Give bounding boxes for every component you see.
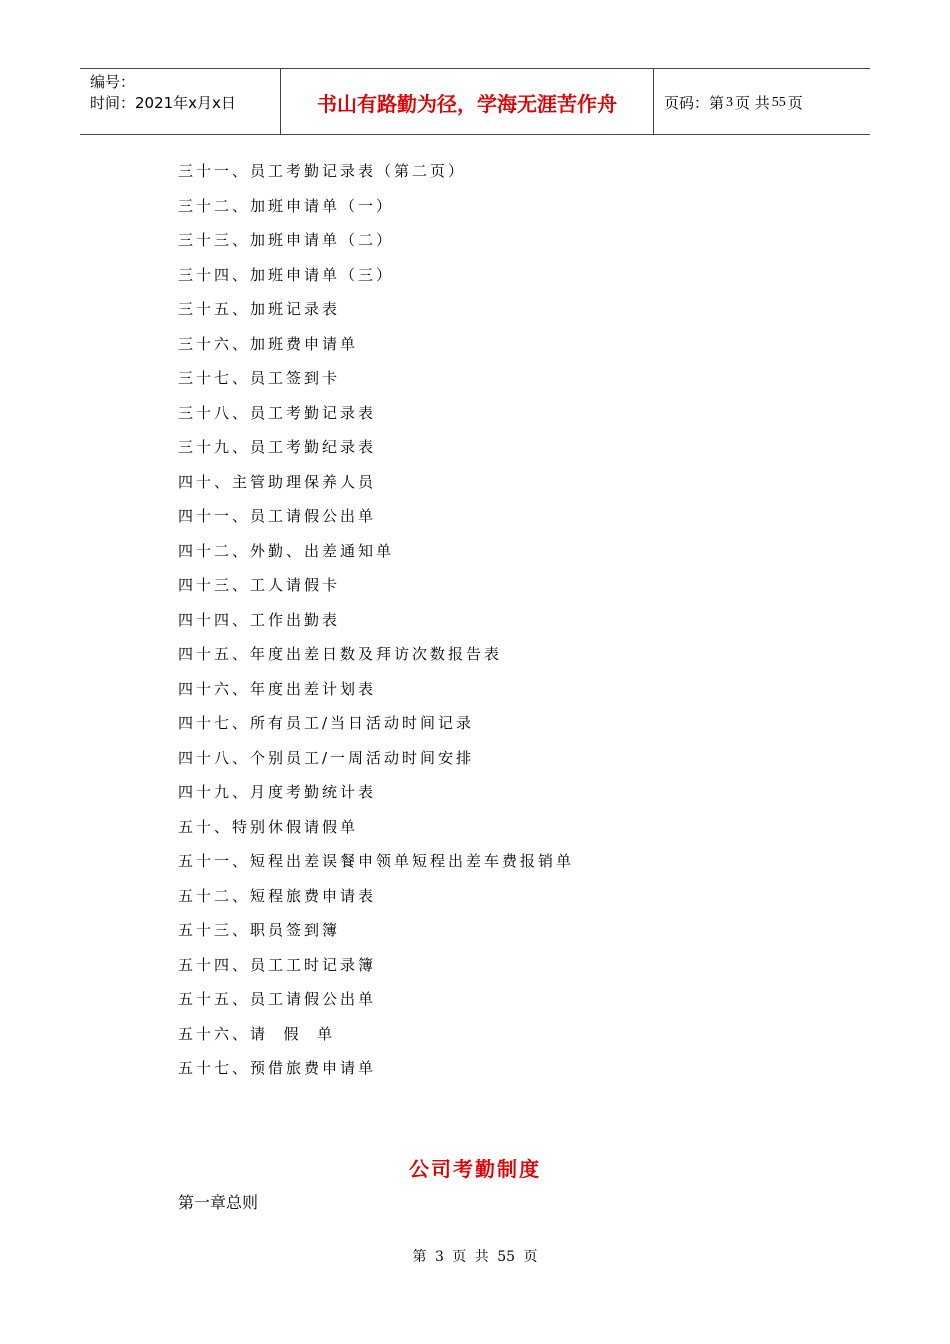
chapter-heading: 第一章总则 [178, 1193, 259, 1212]
toc-item: 四十八、个别员工/一周活动时间安排 [178, 748, 475, 767]
page-footer: 第 3 页 共 55 页 [412, 1249, 538, 1265]
toc-item: 四十六、年度出差计划表 [178, 679, 377, 698]
toc-item: 四十九、月度考勤统计表 [178, 783, 377, 801]
toc-item: 三十二、加班申请单（一） [178, 196, 395, 215]
toc-item: 四十一、员工请假公出单 [178, 507, 377, 525]
toc-item: 四十五、年度出差日数及拜访次数报告表 [178, 645, 503, 663]
page-prefix: 页码：第 [664, 94, 725, 112]
table-of-contents [178, 159, 574, 1091]
toc-item: 三十四、加班申请单（三） [178, 265, 395, 284]
toc-item: 四十四、工作出勤表 [178, 610, 341, 629]
header-motto: 书山有路勤为径，学海无涯苦作舟 [281, 69, 654, 134]
time-label: 时间：2021年x月x日 [90, 94, 236, 112]
toc-item: 五十二、短程旅费申请表 [178, 886, 377, 905]
page-total: 55 [771, 94, 786, 110]
toc-item: 三十六、加班费申请单 [178, 334, 359, 353]
serial-label: 编号： [90, 73, 136, 91]
document-title: 公司考勤制度 [409, 1157, 541, 1181]
toc-item: 五十四、员工工时记录簿 [178, 955, 377, 974]
page-suffix: 页 [787, 94, 803, 112]
toc-item: 五十三、职员签到簿 [178, 921, 341, 939]
page-number: 3 [726, 94, 734, 110]
toc-item: 三十五、加班记录表 [178, 300, 341, 318]
toc-item: 三十八、员工考勤记录表 [178, 403, 377, 422]
header-meta [80, 69, 281, 134]
toc-item: 四十七、所有员工/当日活动时间记录 [178, 714, 475, 732]
toc-item: 五十一、短程出差误餐申领单短程出差车费报销单 [178, 852, 575, 870]
toc-item: 三十九、员工考勤纪录表 [178, 438, 377, 456]
toc-item: 四十、主管助理保养人员 [178, 472, 377, 491]
toc-item: 四十三、工人请假卡 [178, 576, 341, 594]
toc-item: 三十七、员工签到卡 [178, 369, 341, 387]
toc-item: 五十六、请 假 单 [178, 1024, 336, 1043]
toc-item: 四十二、外勤、出差通知单 [178, 541, 395, 560]
toc-item: 五十五、员工请假公出单 [178, 990, 377, 1008]
toc-item: 五十、特别休假请假单 [178, 817, 359, 836]
toc-item: 五十七、预借旅费申请单 [178, 1059, 377, 1077]
page-mid: 页 共 [735, 94, 770, 112]
header-page-info [654, 69, 870, 134]
toc-item: 三十三、加班申请单（二） [178, 231, 395, 249]
page-header [80, 68, 870, 135]
toc-item: 三十一、员工考勤记录表（第二页） [178, 162, 467, 180]
